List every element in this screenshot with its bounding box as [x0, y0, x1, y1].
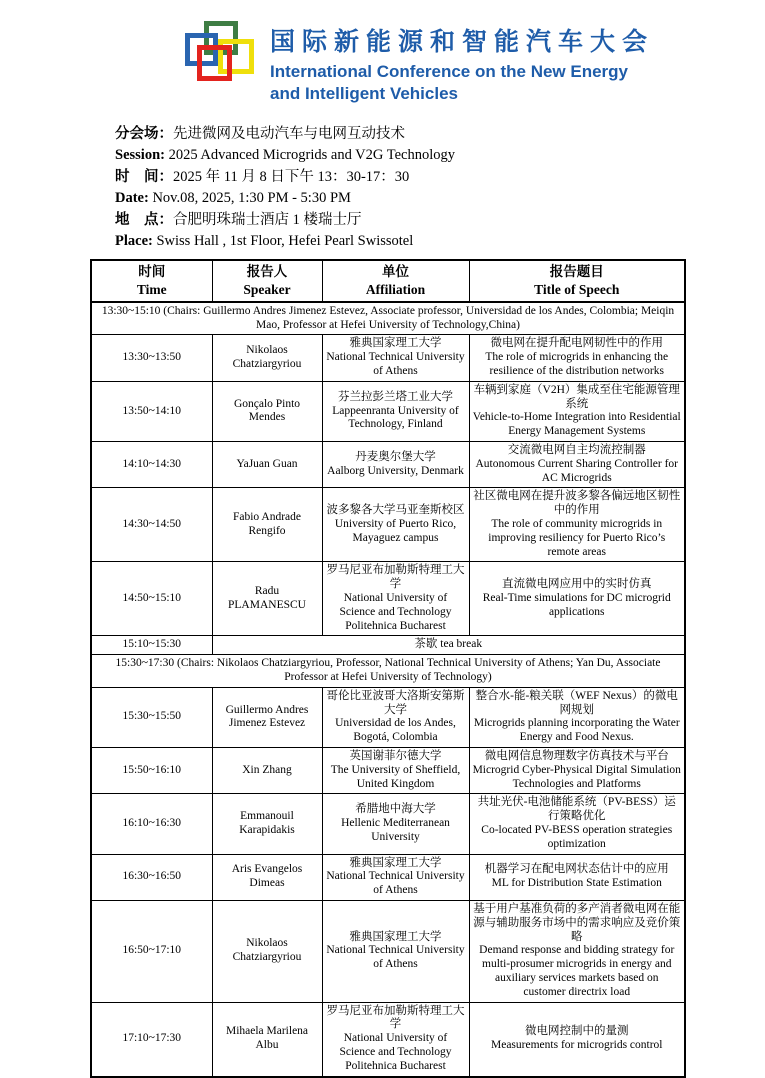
time-field-zh	[115, 167, 765, 189]
table-row	[91, 488, 685, 562]
speaker-cell: Nikolaos Chatziargyriou	[212, 900, 322, 1002]
speech-title-en: Microgrid Cyber-Physical Digital Simulation Technologies and Platforms	[472, 763, 681, 790]
col-header-affiliation: 单位 Affiliation	[322, 260, 469, 302]
table-row	[91, 335, 685, 381]
speech-title-cell	[469, 442, 685, 488]
speech-title-zh: 共址光伏-电池储能系统（PV-BESS）运行策略优化	[477, 796, 676, 823]
speech-title-en: Real-Time simulations for DC microgrid applications	[482, 592, 671, 618]
speaker-cell: Fabio Andrade Rengifo	[212, 488, 322, 562]
time-cell: 14:30~14:50	[91, 488, 212, 562]
speech-title-zh: 整合水-能-粮关联（WEF Nexus）的微电网规划	[475, 689, 678, 716]
conference-header	[185, 20, 765, 105]
date-label-en: Date:	[115, 190, 149, 206]
speech-title-en: The role of microgrids in enhancing the resilience of the distribution networks	[485, 351, 669, 378]
affiliation-zh: 雅典国家理工大学	[349, 856, 442, 869]
conference-titles	[270, 20, 654, 105]
time-value-zh: 2025 年 11 月 8 日下午 13：30-17：30	[173, 168, 410, 185]
table-row	[91, 655, 685, 688]
speech-title-cell	[469, 488, 685, 562]
table-row	[91, 747, 685, 793]
speech-title-cell	[469, 687, 685, 747]
affiliation-zh: 罗马尼亚布加勒斯特理工大学	[326, 1004, 465, 1031]
session-info	[115, 124, 765, 253]
time-cell: 13:50~14:10	[91, 381, 212, 441]
affiliation-cell	[322, 854, 469, 900]
affiliation-cell	[322, 442, 469, 488]
affiliation-cell	[322, 1002, 469, 1076]
chairs-cell: 13:30~15:10 (Chairs: Guillermo Andres Jimenez Estevez, Associate professor, Universidad de los Andes, Colombia; Meiqin Mao, Professor at Hefei University of Technology,China)	[91, 302, 685, 335]
speaker-cell: Xin Zhang	[212, 747, 322, 793]
affiliation-cell	[322, 488, 469, 562]
speaker-cell: Emmanouil Karapidakis	[212, 794, 322, 854]
speech-title-zh: 机器学习在配电网状态估计中的应用	[484, 863, 669, 876]
speech-title-en: Microgrids planning incorporating the Water Energy and Food Nexus.	[473, 717, 680, 744]
speaker-cell: Radu PLAMANESCU	[212, 562, 322, 636]
affiliation-en: Aalborg University, Denmark	[327, 464, 464, 477]
affiliation-cell	[322, 562, 469, 636]
affiliation-zh: 芬兰拉彭兰塔工业大学	[338, 390, 453, 403]
speech-title-en: Measurements for microgrids control	[491, 1039, 663, 1052]
affiliation-cell	[322, 687, 469, 747]
speech-title-cell	[469, 562, 685, 636]
speaker-cell: Guillermo Andres Jimenez Estevez	[212, 687, 322, 747]
table-row	[91, 794, 685, 854]
table-row	[91, 854, 685, 900]
speech-title-zh: 微电网在提升配电网韧性中的作用	[490, 337, 663, 350]
speech-title-cell	[469, 747, 685, 793]
place-value-en: Swiss Hall , 1st Floor, Hefei Pearl Swissotel	[152, 233, 414, 249]
tea-break-cell: 茶歇 tea break	[212, 636, 685, 655]
location-label-zh: 地 点：	[115, 211, 173, 228]
session-label-en: Session:	[115, 147, 165, 163]
affiliation-cell	[322, 381, 469, 441]
speaker-cell: Aris Evangelos Dimeas	[212, 854, 322, 900]
affiliation-cell	[322, 747, 469, 793]
place-label-en: Place:	[115, 233, 153, 249]
location-value-zh: 合肥明珠瑞士酒店 1 楼瑞士厅	[173, 211, 362, 228]
table-row	[91, 687, 685, 747]
session-field-en	[115, 145, 765, 167]
affiliation-zh: 希腊地中海大学	[355, 803, 436, 816]
speech-title-cell	[469, 900, 685, 1002]
schedule-table	[90, 259, 686, 1078]
time-cell: 16:10~16:30	[91, 794, 212, 854]
table-row	[91, 1002, 685, 1076]
affiliation-zh: 丹麦奥尔堡大学	[355, 450, 436, 463]
speech-title-zh: 微电网控制中的量测	[525, 1025, 629, 1038]
session-value-en: 2025 Advanced Microgrids and V2G Technology	[164, 147, 455, 163]
affiliation-en: Lappeenranta University of Technology, Finland	[332, 404, 459, 431]
speaker-cell: Nikolaos Chatziargyriou	[212, 335, 322, 381]
speech-title-en: Vehicle-to-Home Integration into Residential Energy Management Systems	[472, 411, 681, 438]
speech-title-zh: 基于用户基准负荷的多产消者微电网在能源与辅助服务市场中的需求响应及竞价策略	[473, 902, 681, 943]
table-row	[91, 636, 685, 655]
speaker-cell: Mihaela Marilena Albu	[212, 1002, 322, 1076]
conference-title-en-line1: International Conference on the New Energy	[270, 62, 629, 81]
speech-title-en: ML for Distribution State Estimation	[491, 877, 662, 890]
speech-title-zh: 车辆到家庭（V2H）集成至住宅能源管理系统	[473, 383, 680, 410]
affiliation-zh: 雅典国家理工大学	[349, 930, 442, 943]
affiliation-zh: 哥伦比亚波哥大洛斯安第斯大学	[326, 689, 465, 716]
speech-title-en: Co-located PV-BESS operation strategies optimization	[481, 823, 673, 850]
conference-title-zh: 国际新能源和智能汽车大会	[270, 28, 655, 56]
table-header-row	[91, 260, 685, 302]
time-cell: 16:30~16:50	[91, 854, 212, 900]
affiliation-zh: 波多黎各大学马亚奎斯校区	[326, 504, 465, 517]
speech-title-zh: 微电网信息物理数字仿真技术与平台	[484, 749, 669, 762]
logo-red-square-icon	[197, 45, 232, 81]
affiliation-en: University of Puerto Rico, Mayaguez campus	[334, 518, 457, 544]
speaker-cell: YaJuan Guan	[212, 442, 322, 488]
table-row	[91, 381, 685, 441]
chairs-cell: 15:30~17:30 (Chairs: Nikolaos Chatziargyriou, Professor, National Technical University of Athens; Yan Du, Associate Professor at Hefei University of Technology)	[91, 655, 685, 688]
conference-logo-icon	[185, 20, 255, 84]
affiliation-cell	[322, 900, 469, 1002]
col-header-speaker: 报告人 Speaker	[212, 260, 322, 302]
affiliation-cell	[322, 794, 469, 854]
time-cell: 16:50~17:10	[91, 900, 212, 1002]
affiliation-en: National University of Science and Technology Politehnica Bucharest	[339, 592, 452, 632]
date-value-en: Nov.08, 2025, 1:30 PM - 5:30 PM	[148, 190, 351, 206]
time-cell: 15:10~15:30	[91, 636, 212, 655]
affiliation-en: National Technical University of Athens	[326, 870, 465, 897]
time-cell: 14:50~15:10	[91, 562, 212, 636]
affiliation-en: The University of Sheffield, United Kingdom	[330, 763, 461, 790]
col-header-time: 时间 Time	[91, 260, 212, 302]
speaker-cell: Gonçalo Pinto Mendes	[212, 381, 322, 441]
affiliation-en: National University of Science and Technology Politehnica Bucharest	[339, 1032, 452, 1072]
conference-title-en	[270, 61, 654, 105]
table-row	[91, 302, 685, 335]
affiliation-zh: 英国谢菲尔德大学	[349, 749, 442, 762]
affiliation-zh: 罗马尼亚布加勒斯特理工大学	[326, 564, 465, 591]
session-value-zh: 先进微网及电动汽车与电网互动技术	[173, 125, 405, 142]
schedule-table-body	[91, 302, 685, 1077]
session-label-zh: 分会场：	[115, 125, 173, 142]
table-row	[91, 900, 685, 1002]
affiliation-en: Universidad de los Andes, Bogotá, Colombia	[335, 717, 456, 744]
speech-title-cell	[469, 794, 685, 854]
speech-title-en: Demand response and bidding strategy for multi-prosumer microgrids in energy and auxiliary services markets based on customer directrix load	[479, 944, 675, 998]
table-row	[91, 442, 685, 488]
speech-title-zh: 社区微电网在提升波多黎各偏远地区韧性中的作用	[473, 490, 681, 517]
col-header-title: 报告题目 Title of Speech	[469, 260, 685, 302]
time-cell: 15:30~15:50	[91, 687, 212, 747]
time-cell: 15:50~16:10	[91, 747, 212, 793]
time-cell: 14:10~14:30	[91, 442, 212, 488]
date-field-en	[115, 188, 765, 210]
affiliation-cell	[322, 335, 469, 381]
speech-title-zh: 直流微电网应用中的实时仿真	[502, 578, 652, 591]
speech-title-en: The role of community microgrids in improving resiliency for Puerto Rico’s remote areas	[488, 518, 666, 558]
time-label-zh: 时 间：	[115, 168, 173, 185]
session-field-zh	[115, 124, 765, 146]
affiliation-en: Hellenic Mediterranean University	[341, 817, 450, 843]
speech-title-cell	[469, 1002, 685, 1076]
conference-title-en-line2: and Intelligent Vehicles	[270, 83, 458, 103]
table-row	[91, 562, 685, 636]
speech-title-cell	[469, 381, 685, 441]
speech-title-en: Autonomous Current Sharing Controller for AC Microgrids	[475, 457, 678, 484]
affiliation-en: National Technical University of Athens	[326, 351, 465, 378]
affiliation-zh: 雅典国家理工大学	[349, 337, 442, 350]
speech-title-cell	[469, 854, 685, 900]
location-field-zh	[115, 210, 765, 232]
time-cell: 17:10~17:30	[91, 1002, 212, 1076]
place-field-en	[115, 231, 765, 253]
speech-title-cell	[469, 335, 685, 381]
affiliation-en: National Technical University of Athens	[326, 944, 465, 971]
speech-title-zh: 交流微电网自主均流控制器	[507, 444, 646, 457]
time-cell: 13:30~13:50	[91, 335, 212, 381]
